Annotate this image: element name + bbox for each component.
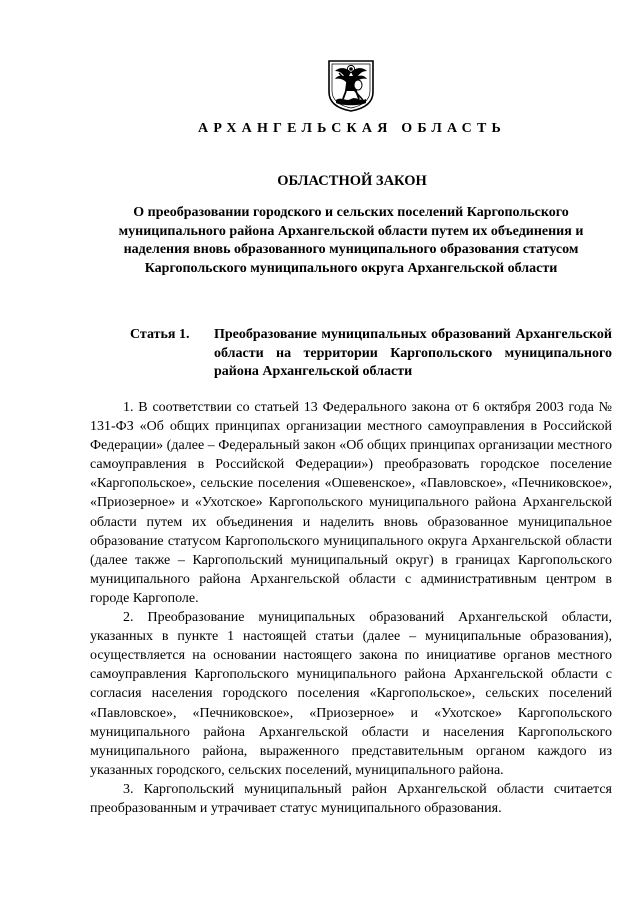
- article-title: Преобразование муниципальных образований Архангельской области на территории Каргопольского муниципального района Архангельской области: [214, 327, 612, 379]
- paragraph-1: 1. В соответствии со статьей 13 Федерального закона от 6 октября 2003 года № 131-ФЗ «Об общих принципах организации местного самоуправления в Российской Федерации» (далее – Федеральный закон «Об общих принципах организации местного самоуправления в Российской Федерации») преобразовать городское поселение «Каргопольское», сельские поселения «Ошевенское», «Павловское», «Печниковское», «Приозерное» и «Ухотское» Каргопольского муниципального района Архангельской области путем их объединения и наделить вновь образованное муниципальное образование статусом Каргопольского муниципального округа Архангельской области (далее также – Каргопольский муниципальный округ) в границах Каргопольского муниципального района Архангельской области с административным центром в городе Каргополе.: [90, 400, 612, 606]
- law-type-heading: ОБЛАСТНОЙ ЗАКОН: [277, 173, 427, 189]
- paragraph-3: 3. Каргопольский муниципальный район Архангельской области считается преобразованным и утрачивает статус муниципального образования.: [90, 781, 612, 816]
- article-body: [90, 398, 612, 818]
- region-name: АРХАНГЕЛЬСКАЯ ОБЛАСТЬ: [198, 121, 506, 136]
- article-number: Статья 1.: [130, 327, 190, 342]
- coat-of-arms-icon: [326, 58, 376, 112]
- paragraph-2: 2. Преобразование муниципальных образований Архангельской области, указанных в пункте 1 настоящей статьи (далее – муниципальные образования), осуществляется на основании настоящего закона по инициативе органов местного самоуправления Каргопольского муниципального района Архангельской области с согласия населения городского поселения «Каргопольское», сельских поселений «Павловское», «Печниковское», «Приозерное» и «Ухотское» Каргопольского муниципального района Архангельской области и населения Каргопольского муниципального района, выраженного представительным органом каждого из указанных городского, сельских поселений, муниципального района.: [90, 610, 612, 778]
- law-title: О преобразовании городского и сельских поселений Каргопольского муниципального района Архангельской области путем их объединения и наделения вновь образованного муниципального образования статусом Каргопольского муниципального округа Архангельской области: [118, 205, 584, 276]
